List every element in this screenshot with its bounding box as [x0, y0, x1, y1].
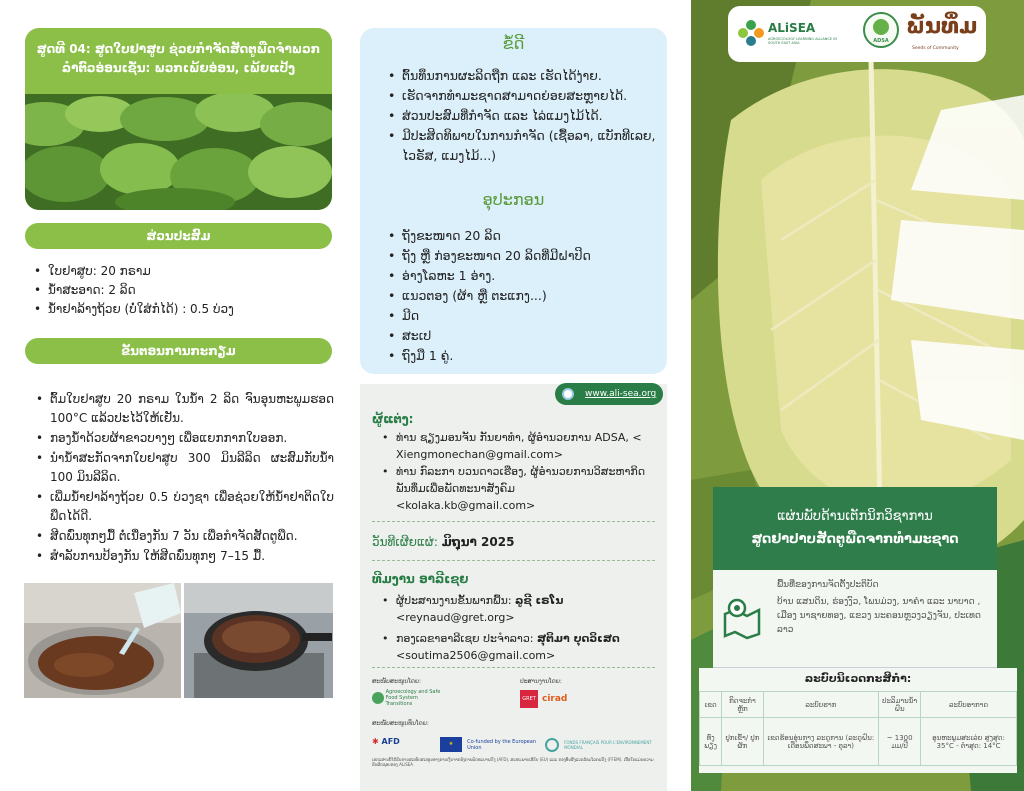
funded-by-label: ສະໜັບສະໜູນທຶນໂດຍ: — [372, 720, 429, 727]
list-item: • ຖັງ ຫຼື ກ່ອງຂະໜາດ 20 ລິດທີ່ມີຝາປິດ — [386, 246, 656, 266]
agroecology-table — [699, 691, 1017, 766]
left-panel — [0, 0, 345, 791]
website-url[interactable]: www.ali-sea.org — [585, 389, 657, 399]
coordinated-by-label: ປະສານງານໂດຍ: — [520, 678, 562, 685]
list-item: • ທ່ານ ກົລະກາ ບວນດາວເຮືອງ, ຜູ້ອຳນວຍການວິສະຫາກິດພັນທຶ່ມເພື່ອພັດທະນາສັງຄົມ <kolaka.kb@gmail.com> — [380, 463, 655, 514]
materials-list — [386, 226, 656, 366]
adsa-tree-icon — [873, 19, 889, 35]
location-text: ບ້ານ ແສນດິນ, ຮ່ອງງົວ, ໂພນມ່ວງ, ນາຄຳ ແລະ ນາບາດ , ເມືອງ ນາຊາຍທອງ, ແຂວງ ນະຄອນຫຼວງວຽງຈັນ, ປະເທດ ລາວ — [777, 597, 981, 635]
materials-heading: ອຸປະກອນ — [482, 190, 545, 209]
publish-line — [372, 535, 514, 549]
alisea-subtitle: AGROECOLOGY LEARNING ALLIANCE IN SOUTH EAST ASIA — [768, 37, 837, 45]
agroecology-table-box — [699, 668, 1017, 773]
list-item: • ນ້ຳສະອາດ: 2 ລິດ — [32, 281, 332, 300]
eu-flag-icon: ★ — [440, 737, 462, 752]
ffem-globe-icon — [545, 738, 559, 752]
table-header: ກິດຈະກຳຫຼັກ — [722, 692, 763, 718]
list-item: • ມີດ — [386, 306, 656, 326]
list-item: • ເຮັດຈາກທຳມະຊາດສາມາດຍ່ອຍສະຫຼາຍໄດ້. — [386, 86, 656, 106]
table-header: ເຂດ — [700, 692, 722, 718]
leaflet-title-box — [713, 487, 997, 570]
tobacco-field-photo — [25, 94, 332, 210]
globe-icon — [562, 388, 574, 400]
pouring-liquid-photo — [24, 583, 181, 698]
afd-logo: ✱ AFD — [372, 737, 400, 746]
list-item: • ນ້ຳຢາລ້າງຖ້ວຍ (ບໍ່ໃສ່ກໍໄດ້) : 0.5 ບ່ວງ — [32, 300, 332, 319]
ingredients-list — [32, 262, 332, 319]
ffem-logo-text: FONDS FRANÇAIS POUR L'ENVIRONNEMENT MONDIAL — [564, 739, 652, 750]
list-item: • ສ່ວນປະສົມທີ່ກຳຈັດ ແລະ ໄລ່ແມງໄມ້ໄດ້. — [386, 106, 656, 126]
divider — [372, 667, 655, 668]
boiling-pot-photo — [184, 583, 333, 698]
list-item: • ກອງນ້ຳດ້ວຍຜ້າຂາວບາງໆ ເພື່ອແຍກກາກໃບອອກ. — [34, 429, 334, 448]
list-item: • ຖັງຂະໜາດ 20 ລິດ — [386, 226, 656, 246]
eu-logo-text: Co-funded by the European Union — [467, 738, 536, 751]
website-link[interactable] — [555, 383, 663, 405]
list-item: • ອ່າງໂລຫະ 1 ອ່າງ. — [386, 266, 656, 286]
seeds-logo-subtitle: Seeds of Community — [912, 46, 959, 51]
list-item: • ຖົງມື 1 ຄູ່. — [386, 346, 656, 366]
divider — [372, 560, 655, 561]
list-item: • ມີປະສິດທິພາບໃນການກຳຈັດ (ເຊື້ອລາ, ແບັກທີເລຍ, ໄວຣັສ, ແມງໄມ້...) — [386, 126, 656, 166]
team-role: ກອງເລຂາອາລີເຊຍ ປະຈຳລາວ: — [396, 632, 534, 645]
advantages-heading: ຂໍ້ດີ — [502, 34, 525, 53]
authors-heading: ຜູ້ແຕ່ງ: — [372, 412, 414, 426]
gret-logo: GRET — [520, 690, 538, 708]
ffem-logo — [545, 734, 655, 750]
team-name: ສຸຕິມາ ບຸດວິເສດ — [537, 632, 620, 645]
team-email: <soutima2506@gmail.com> — [396, 649, 556, 662]
team-list — [380, 592, 655, 664]
partner-logos — [728, 6, 986, 62]
table-cell: ອຸນຫະພູມສະເລ່ຍ ສູງສຸດ: 35°C - ຕ່ຳສຸດ: 14°C — [921, 718, 1017, 766]
adsa-logo — [863, 12, 899, 48]
list-item: • ໃບຢາສູບ: 20 ກຣາມ — [32, 262, 332, 281]
map-pin-icon — [721, 596, 765, 640]
location-label: ພື້ນທີ່ຂອງການຈັດຕັ້ງປະຕິບັດ — [777, 580, 879, 590]
team-heading: ທີມງານ ອາລີເຊຍ — [372, 572, 469, 586]
list-item: • ແນວຕອງ (ຜ້າ ຫຼື ຕະແກງ...) — [386, 286, 656, 306]
list-item: • ນຳນ້ຳສະກັດຈາກໃບຢາສູບ 300 ມິນລີລິດ ຜະສົມກັບນ້ຳ 100 ມິນລີລິດ. — [34, 449, 334, 487]
list-item: • ທ່ານ ຊຽງມອນຈັນ ກັນຍາທຳ, ຜູ້ອຳນວຍການ ADSA, < Xiengmonechan@gmail.com> — [380, 429, 655, 463]
team-email: <reynaud@gret.org> — [396, 611, 515, 624]
leaflet-type: ແຜ່ນພັບດ້ານເຕັກນິກວິຊາການ — [777, 509, 933, 524]
credits-block — [360, 384, 667, 791]
table-header: ລະບົບຮາກ — [763, 692, 879, 718]
afd-logo-text: AFD — [381, 737, 400, 746]
table-header-row — [700, 692, 1017, 718]
supported-by-label: ສະໜັບສະໜູນໂດຍ: — [372, 678, 421, 685]
publish-date: ມິຖຸນາ 2025 — [441, 535, 515, 549]
recipe-title: ສູດທີ 04: ສູດໃບຢາສູບ ຊ່ວຍກຳຈັດສັດຕູພືດຈຳພວກລຳຕົວອ່ອນເຊັ່ນ: ພວກເພ້ຍອ່ອນ, ເພ້ຍແປ້ງ — [36, 42, 321, 75]
middle-panel — [345, 0, 691, 791]
divider — [372, 521, 655, 522]
team-role: ຜູ້ປະສານງານຂັ້ນພາກພື້ນ: — [396, 594, 512, 607]
table-cell: ເຂດຮ້ອນອຸ່ນກາງ ລະດູການ (ລະດູຝົນ: ເດືອນພຶດສະພາ - ຕຸລາ) — [763, 718, 879, 766]
table-cell: ປູກເຂົ້າ/ ປູກຜັກ — [722, 718, 763, 766]
list-item: • ເພີ່ມນ້ຳຢາລ້າງຖ້ວຍ 0.5 ບ່ວງຊາ ເພື່ອຊ່ວຍໃຫ້ນ້ຳຢາຕິດໃບພືດໄດ້ດີ. — [34, 488, 334, 526]
table-cell: ທົ່ງພຽງ — [700, 718, 722, 766]
table-header: ລະບົບອາກາດ — [921, 692, 1017, 718]
authors-list — [380, 429, 655, 514]
recipe-title-card — [25, 28, 332, 210]
alisea-flower-icon — [738, 20, 764, 46]
seeds-logo-text: ພັນທຶ່ມ — [906, 14, 978, 39]
table-cell: ~ 1300 ມມ/ປີ — [879, 718, 921, 766]
list-item: • ຕົ້ມໃບຢາສູບ 20 ກຣາມ ໃນນ້ຳ 2 ລິດ ຈົນອຸນຫະພູມຮອດ 100°C ແລ້ວປະໄວ້ໃຫ້ເຢັນ. — [34, 390, 334, 428]
advantages-materials-card — [360, 28, 667, 374]
alisea-logo-text: ALiSEA — [768, 21, 816, 35]
table-row — [700, 718, 1017, 766]
asfs-logo-text: Agroecology and Safe Food System Transitions — [385, 689, 441, 707]
eu-logo — [440, 734, 540, 750]
ingredients-heading: ສ່ວນປະສົມ — [25, 223, 332, 249]
publish-label: ວັນທີເຜີຍແຜ່: — [372, 535, 438, 549]
location-box — [713, 570, 997, 668]
list-item: • ສີດພົ່ນທຸກໆມື້ ຕໍ່ເນື່ອງກັນ 7 ວັນ ເພື່ອກຳຈັດສັດຕູພືດ. — [34, 527, 334, 546]
list-item: • ຕົ້ນທຶນການຜະລິດຖືກ ແລະ ເຮັດໄດ້ງ່າຍ. — [386, 66, 656, 86]
list-item: • ສຳລັບການປ້ອງກັນ ໃຫ້ສີດພົ່ນທຸກໆ 7–15 ມື້. — [34, 547, 334, 566]
table-header: ປະລິມານນ້ຳຝົນ — [879, 692, 921, 718]
list-item: • ສະເປ — [386, 326, 656, 346]
leaflet-subject: ສູດຢາປາບສັດຕູພືດຈາກທຳມະຊາດ — [751, 532, 959, 547]
steps-list — [34, 390, 334, 567]
advantages-list — [386, 66, 656, 166]
adsa-logo-text: ADSA — [873, 38, 889, 44]
asfs-logo — [372, 689, 452, 709]
cirad-logo: cirad — [542, 694, 568, 704]
steps-heading: ຂັ້ນຕອນການກະກຽມ — [25, 338, 332, 364]
disclaimer-text: ເອກະສານນີ້ໄດ້ຮັບການສະໜັບສະໜູນທາງການເງິນຈາກອົງການພັດທະນາຝຣັ່ງ (AFD), ສະຫະພາບເອີຣົບ (EU) ແລະ ກອງທຶນສິ່ງແວດລ້ອມໂລກຝຣັ່ງ (FFEM). ເນື້ອໃນແມ່ນຄວາມຮັບຜິດຊອບຂອງ ALiSEA — [372, 757, 654, 767]
team-name: ລູຊີ ເຣໂນ — [515, 594, 564, 607]
table-title: ລະບົບນິເວດກະສິກຳ: — [804, 672, 912, 685]
list-item — [380, 630, 655, 664]
list-item — [380, 592, 655, 626]
right-panel — [691, 0, 1024, 791]
